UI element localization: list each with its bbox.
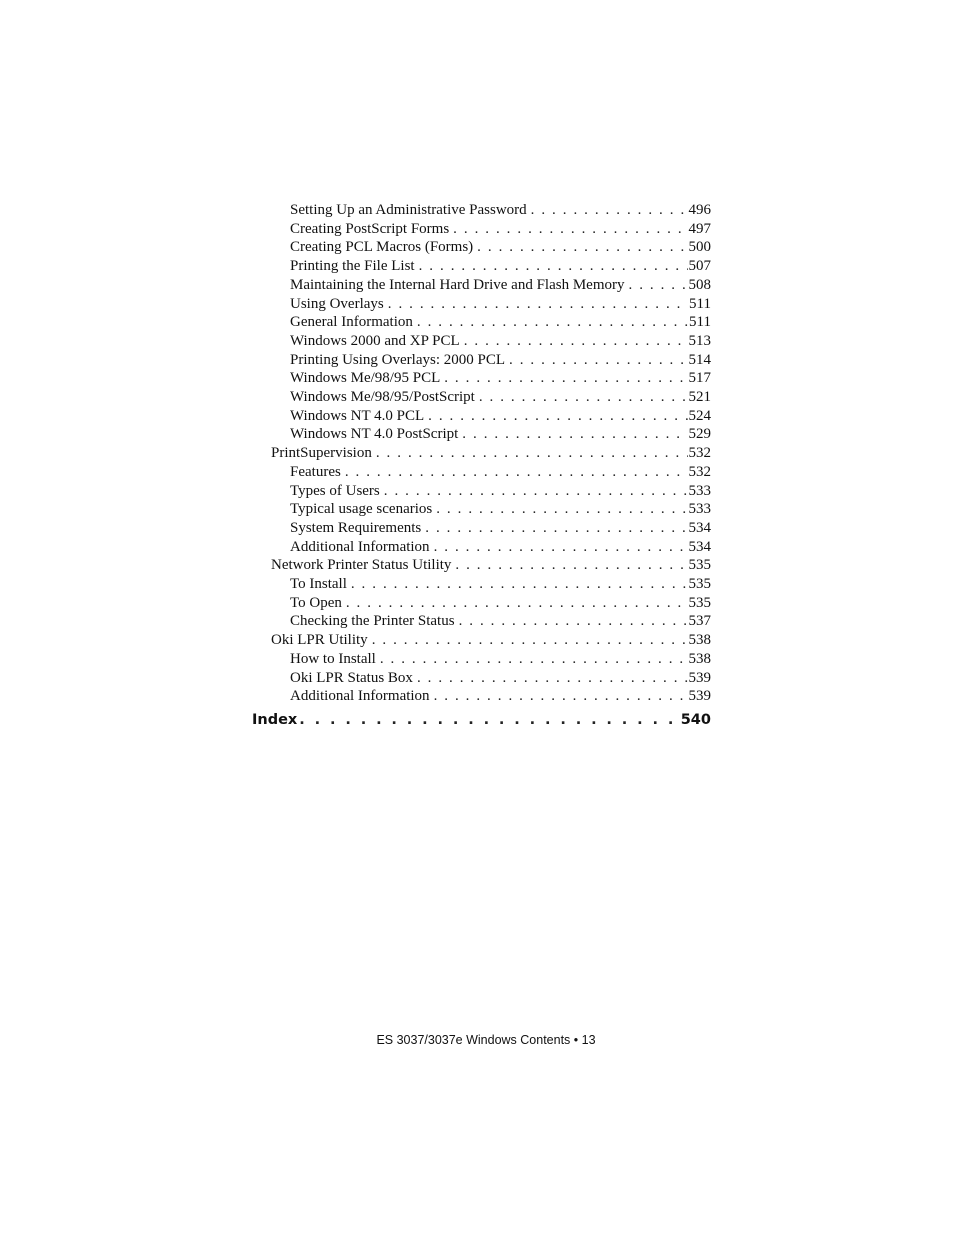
- toc-section[interactable]: [252, 444, 711, 463]
- dot-leader: [434, 687, 688, 706]
- toc-entry-title: Oki LPR Utility: [271, 632, 368, 649]
- dot-leader: [459, 612, 688, 631]
- toc-entry[interactable]: [252, 687, 711, 706]
- toc-entry-page: 514: [688, 351, 711, 368]
- toc-entry-page: 537: [688, 613, 711, 630]
- toc-entry-page: 500: [688, 239, 711, 256]
- toc-entry-page: 529: [688, 426, 711, 443]
- dot-leader: [384, 482, 688, 501]
- dot-leader: [436, 500, 687, 519]
- toc-entry-title: Printing Using Overlays: 2000 PCL: [290, 351, 506, 368]
- toc-entry-page: 511: [689, 314, 711, 331]
- toc-section[interactable]: [252, 631, 711, 650]
- dot-leader: [531, 201, 688, 220]
- dot-leader: [419, 257, 688, 276]
- dot-leader: [453, 220, 687, 239]
- toc-entry[interactable]: [252, 519, 711, 538]
- dot-leader: [376, 444, 688, 463]
- toc-entry[interactable]: [252, 669, 711, 688]
- toc-entry[interactable]: [252, 351, 711, 370]
- toc-entry[interactable]: [252, 220, 711, 239]
- toc-entry-title: Network Printer Status Utility: [271, 557, 452, 574]
- toc-entry-title: Types of Users: [290, 482, 380, 499]
- toc-entry-title: Features: [290, 463, 341, 480]
- dot-leader: [380, 650, 688, 669]
- toc-entry[interactable]: [252, 276, 711, 295]
- toc-entry-title: Checking the Printer Status: [290, 613, 455, 630]
- toc-entry-page: 539: [688, 669, 711, 686]
- toc-entry-page: 533: [688, 482, 711, 499]
- toc-entry-page: 535: [688, 557, 711, 574]
- toc-entry-page: 508: [688, 276, 711, 293]
- toc-entry-page: 513: [688, 332, 711, 349]
- toc-entry-title: System Requirements: [290, 519, 422, 536]
- toc-entry-page: 540: [680, 711, 711, 728]
- page-footer: ES 3037/3037e Windows Contents • 13: [376, 1033, 596, 1047]
- toc-entry-title: Printing the File List: [290, 258, 415, 275]
- toc-entry-title: Windows NT 4.0 PCL: [290, 407, 425, 424]
- dot-leader: [462, 425, 687, 444]
- toc-entry[interactable]: [252, 332, 711, 351]
- dot-leader: [464, 332, 688, 351]
- toc-entry-title: Index: [252, 711, 298, 728]
- toc-entry-title: How to Install: [290, 650, 376, 667]
- toc-entry[interactable]: [252, 463, 711, 482]
- toc-entry-page: 538: [688, 650, 711, 667]
- toc-entry-page: 535: [688, 576, 711, 593]
- toc-entry[interactable]: [252, 388, 711, 407]
- toc-entry[interactable]: [252, 650, 711, 669]
- dot-leader: [346, 594, 688, 613]
- toc-entry-title: Windows 2000 and XP PCL: [290, 332, 460, 349]
- toc-entry-title: Typical usage scenarios: [290, 501, 433, 518]
- table-of-contents: [252, 201, 711, 729]
- toc-entry-page: 517: [688, 370, 711, 387]
- toc-entry[interactable]: [252, 575, 711, 594]
- toc-section[interactable]: [252, 556, 711, 575]
- toc-entry-page: 535: [688, 594, 711, 611]
- dot-leader: [455, 556, 687, 575]
- toc-entry[interactable]: [252, 500, 711, 519]
- toc-entry-title: Additional Information: [290, 538, 430, 555]
- dot-leader: [434, 538, 688, 557]
- dot-leader: [388, 295, 688, 314]
- dot-leader: [509, 351, 687, 370]
- toc-entry[interactable]: [252, 238, 711, 257]
- toc-entry[interactable]: [252, 425, 711, 444]
- dot-leader: [629, 276, 688, 295]
- dot-leader: [372, 631, 688, 650]
- toc-entry-page: 532: [688, 445, 711, 462]
- toc-entry-title: Oki LPR Status Box: [290, 669, 413, 686]
- toc-entry-page: 539: [688, 688, 711, 705]
- toc-entry-page: 511: [689, 295, 711, 312]
- toc-entry[interactable]: [252, 369, 711, 388]
- toc-entry[interactable]: [252, 482, 711, 501]
- toc-entry-title: To Open: [290, 594, 342, 611]
- toc-entry-page: 538: [688, 632, 711, 649]
- toc-entry[interactable]: [252, 538, 711, 557]
- toc-entry[interactable]: [252, 295, 711, 314]
- toc-entry[interactable]: [252, 407, 711, 426]
- toc-entry-title: PrintSupervision: [271, 445, 372, 462]
- toc-entry-title: Creating PostScript Forms: [290, 220, 450, 237]
- toc-entry-title: To Install: [290, 576, 347, 593]
- dot-leader: [417, 669, 688, 688]
- toc-entry-page: 507: [688, 258, 711, 275]
- toc-entry-title: Additional Information: [290, 688, 430, 705]
- toc-entry-title: Using Overlays: [290, 295, 384, 312]
- toc-entry[interactable]: [252, 201, 711, 220]
- toc-chapter-index[interactable]: [252, 711, 711, 729]
- dot-leader: [351, 575, 688, 594]
- toc-entry-page: 534: [688, 538, 711, 555]
- dot-leader: [425, 519, 687, 538]
- toc-entry-page: 534: [688, 519, 711, 536]
- toc-entry-page: 497: [688, 220, 711, 237]
- dot-leader: [417, 313, 688, 332]
- toc-entry[interactable]: [252, 612, 711, 631]
- toc-entry-title: Windows Me/98/95/PostScript: [290, 389, 475, 406]
- toc-entry[interactable]: [252, 313, 711, 332]
- toc-entry-page: 533: [688, 501, 711, 518]
- dot-leader: [345, 463, 688, 482]
- toc-entry-page: 521: [688, 389, 711, 406]
- toc-entry-title: Maintaining the Internal Hard Drive and Flash Memory: [290, 276, 625, 293]
- toc-entry[interactable]: [252, 257, 711, 276]
- toc-entry-page: 532: [688, 463, 711, 480]
- toc-entry-title: General Information: [290, 314, 413, 331]
- toc-entry-title: Windows Me/98/95 PCL: [290, 370, 441, 387]
- dot-leader: [477, 238, 687, 257]
- dot-leader: [428, 407, 687, 426]
- toc-entry-page: 524: [688, 407, 711, 424]
- toc-entry-title: Windows NT 4.0 PostScript: [290, 426, 459, 443]
- toc-entry-title: Setting Up an Administrative Password: [290, 202, 527, 218]
- dot-leader: [299, 711, 679, 729]
- toc-entry[interactable]: [252, 594, 711, 613]
- toc-entry-title: Creating PCL Macros (Forms): [290, 239, 474, 256]
- dot-leader: [479, 388, 688, 407]
- toc-entry-page: 496: [688, 202, 711, 218]
- dot-leader: [444, 369, 687, 388]
